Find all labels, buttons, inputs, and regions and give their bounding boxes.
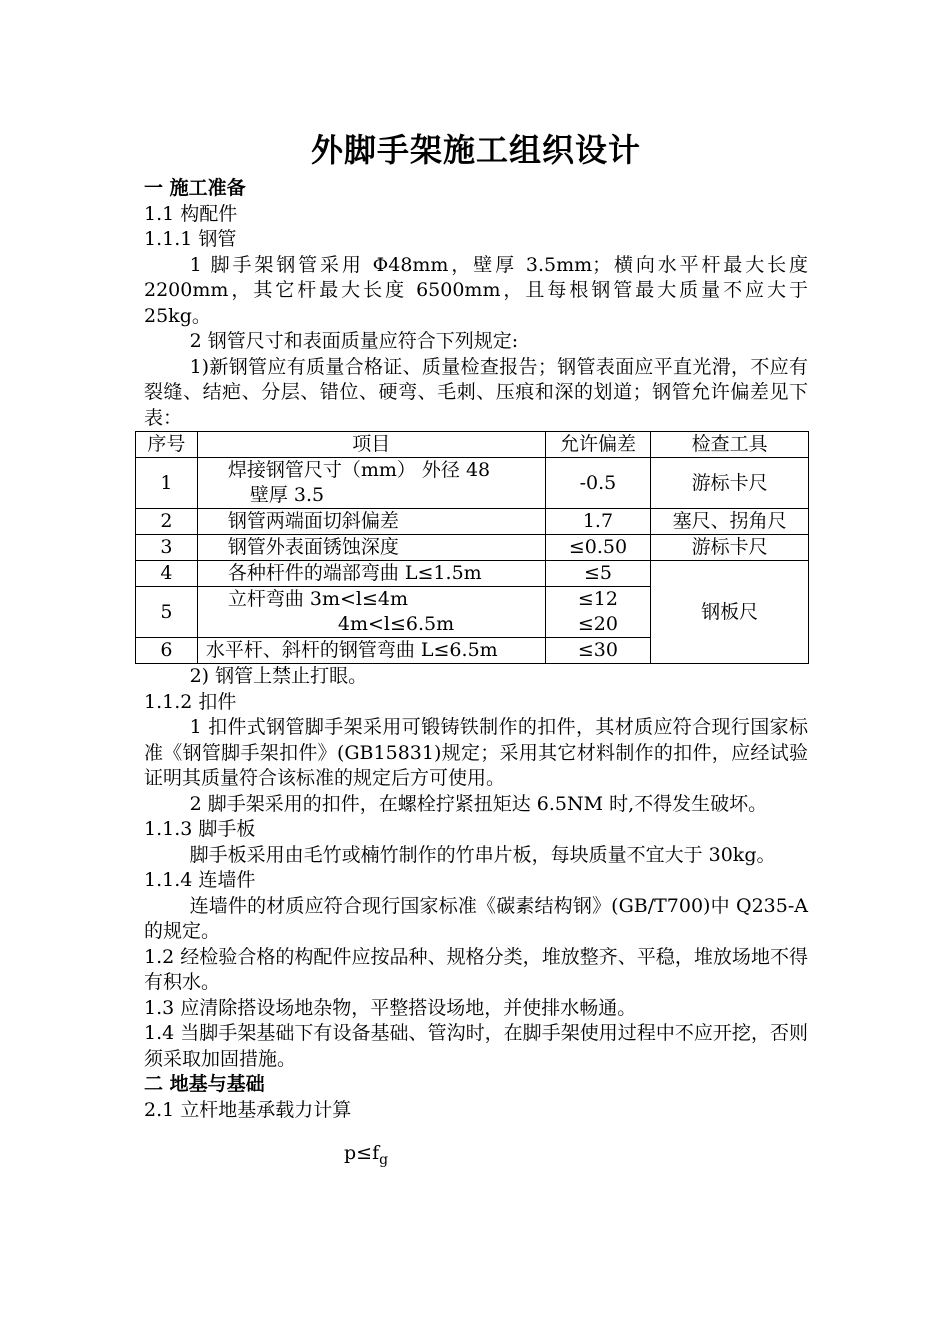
table-cell-line: 焊接钢管尺寸（mm） 外径 48	[227, 459, 491, 481]
table-header: 允许偏差	[545, 432, 651, 458]
document-page	[144, 128, 808, 1173]
subsection-heading: 1.1.1 钢管	[144, 228, 237, 250]
table-cell: ≤0.50	[545, 535, 651, 561]
table-cell: 5	[136, 587, 198, 638]
paragraph: 2) 钢管上禁止打眼。	[189, 665, 368, 687]
table-row	[136, 535, 809, 561]
paragraph: 1 扣件式钢管脚手架采用可锻铸铁制作的扣件，其材质应符合现行国家标准《钢管脚手架扣件》(GB15831)规定；采用其它材料制作的扣件，应经试验证明其质量符合该标准的规定后方可使用。	[144, 716, 808, 789]
table-cell-line: ≤12	[577, 588, 618, 610]
paragraph: 2 脚手架采用的扣件，在螺栓拧紧扭矩达 6.5NM 时,不得发生破坏。	[189, 792, 768, 815]
paragraph: 1.4 当脚手架基础下有设备基础、管沟时，在脚手架使用过程中不应开挖，否则须采取加固措施。	[144, 1022, 808, 1070]
table-cell: 钢板尺	[651, 561, 809, 664]
paragraph: 1.2 经检验合格的构配件应按品种、规格分类，堆放整齐、平稳，堆放场地不得有积水。	[144, 945, 808, 993]
subsection-heading: 2.1 立杆地基承载力计算	[144, 1098, 352, 1121]
table-cell: 游标卡尺	[651, 535, 809, 561]
subsection-heading: 1.1.3 脚手板	[144, 818, 256, 840]
section-heading: 二 地基与基础	[144, 1073, 265, 1095]
table-row	[136, 458, 809, 509]
paragraph: 1 脚手架钢管采用 Φ48mm，壁厚 3.5mm；横向水平杆最大长度 2200mm，其它杆最大长度 6500mm，且每根钢管最大质量不应大于 25kg。	[144, 253, 808, 327]
paragraph: 脚手板采用由毛竹或楠竹制作的竹串片板，每块质量不宜大于 30kg。	[189, 843, 776, 866]
table-header: 项目	[197, 432, 545, 458]
table-cell-line: 立杆弯曲 3m<l≤4m	[227, 588, 409, 610]
table-cell: 1.7	[545, 509, 651, 535]
table-cell: 6	[136, 638, 198, 664]
tolerance-table	[135, 431, 809, 664]
table-cell-line: 壁厚 3.5	[249, 484, 325, 506]
table-cell	[545, 587, 651, 638]
page-title: 外脚手架施工组织设计	[310, 131, 641, 169]
table-cell: 游标卡尺	[651, 458, 809, 509]
subsection-heading: 1.1.4 连墙件	[144, 869, 256, 891]
formula	[144, 1141, 808, 1173]
table-cell: ≤30	[545, 638, 651, 664]
table-cell: 钢管两端面切斜偏差	[197, 509, 545, 535]
table-cell: -0.5	[545, 458, 651, 509]
table-header: 序号	[136, 432, 198, 458]
table-cell	[197, 458, 545, 509]
table-cell: 3	[136, 535, 198, 561]
table-cell: 1	[136, 458, 198, 509]
table-cell-line: ≤20	[577, 613, 618, 635]
paragraph: 1)新钢管应有质量合格证、质量检查报告；钢管表面应平直光滑，不应有裂缝、结疤、分层、错位、硬弯、毛刺、压痕和深的划道；钢管允许偏差见下表：	[144, 355, 808, 429]
table-cell: 各种杆件的端部弯曲 L≤1.5m	[197, 561, 545, 587]
table-cell	[197, 587, 545, 638]
subsection-heading: 1.1.2 扣件	[144, 690, 237, 713]
table-cell: 2	[136, 509, 198, 535]
formula-subscript: g	[379, 1151, 389, 1168]
paragraph: 2 钢管尺寸和表面质量应符合下列规定:	[189, 330, 519, 352]
section-heading: 一 施工准备	[144, 177, 246, 199]
table-header: 检查工具	[651, 432, 809, 458]
table-cell: 钢管外表面锈蚀深度	[197, 535, 545, 561]
table-cell: 水平杆、斜杆的钢管弯曲 L≤6.5m	[197, 638, 545, 664]
table-cell: ≤5	[545, 561, 651, 587]
table-cell: 4	[136, 561, 198, 587]
formula-lhs: p≤f	[344, 1142, 380, 1164]
subsection-heading: 1.1 构配件	[144, 202, 238, 225]
paragraph: 连墙件的材质应符合现行国家标准《碳素结构钢》(GB/T700)中 Q235-A 的规定。	[144, 894, 808, 942]
table-header-row	[136, 432, 809, 458]
table-cell: 塞尺、拐角尺	[651, 509, 809, 535]
table-row	[136, 561, 809, 587]
table-cell-line: 4m<l≤6.5m	[337, 613, 455, 635]
paragraph: 1.3 应清除搭设场地杂物，平整搭设场地，并使排水畅通。	[144, 996, 637, 1019]
table-row	[136, 509, 809, 535]
